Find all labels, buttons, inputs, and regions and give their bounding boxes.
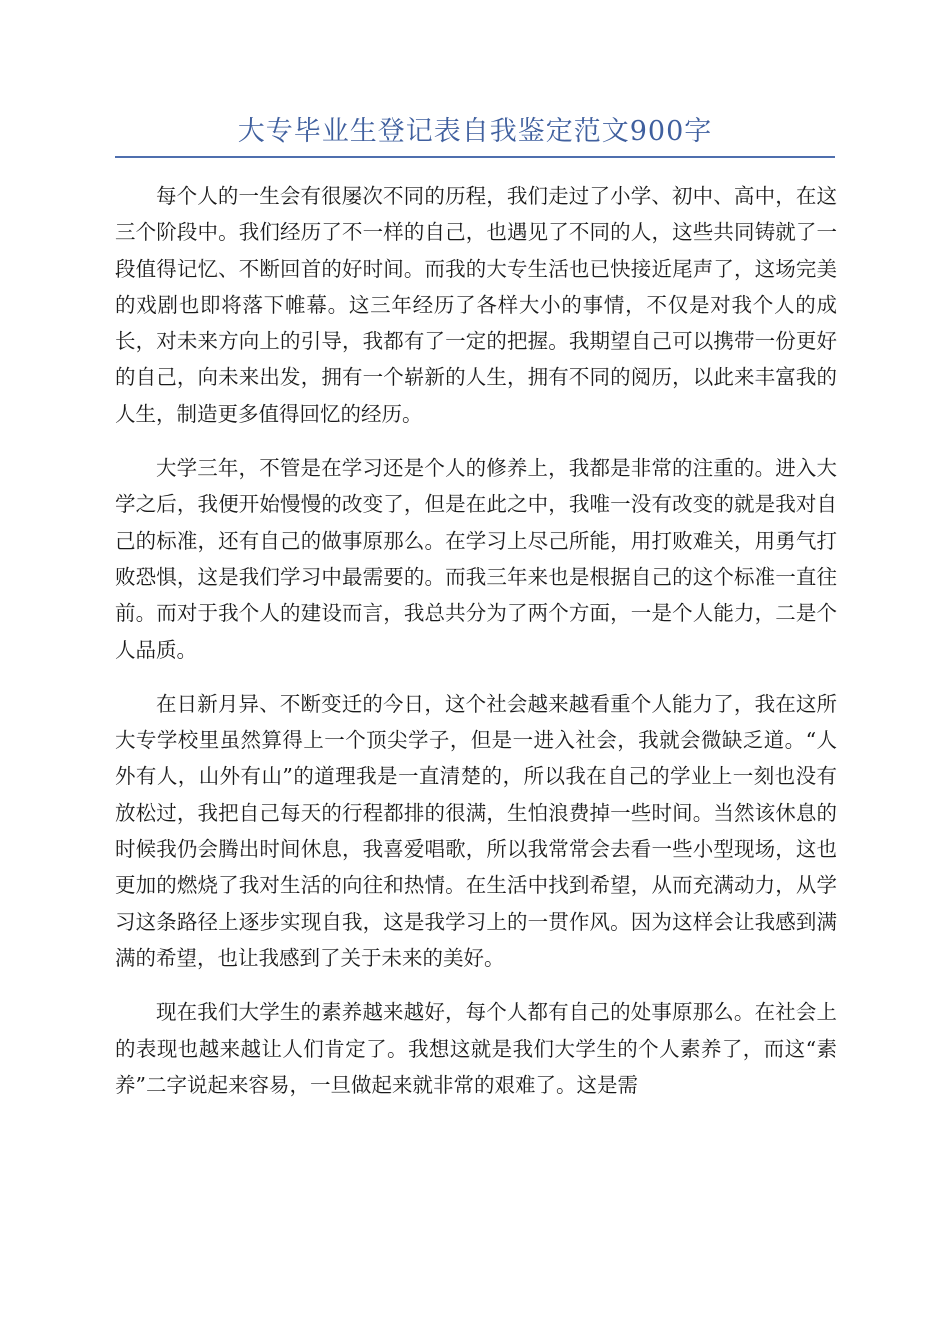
paragraph-2: 大学三年，不管是在学习还是个人的修养上，我都是非常的注重的。进入大学之后，我便开始慢慢的改变了，但是在此之中，我唯一没有改变的就是我对自己的标准，还有自己的做事原那么。在学习上尽己所能，用打败难关，用勇气打败恐惧，这是我们学习中最需要的。而我三年来也是根据自己的这个标准一直往前。而对于我个人的建设而言，我总共分为了两个方面，一是个人能力，二是个人品质。 bbox=[115, 456, 837, 662]
page-title: 大专毕业生登记表自我鉴定范文900字 bbox=[237, 116, 713, 147]
paragraph-1: 每个人的一生会有很屡次不同的历程，我们走过了小学、初中、高中，在这三个阶段中。我们经历了不一样的自己，也遇见了不同的人，这些共同铸就了一段值得记忆、不断回首的好时间。而我的大专生活也已快接近尾声了，这场完美的戏剧也即将落下帷幕。这三年经历了各样大小的事情，不仅是对我个人的成长，对未来方向上的引导，我都有了一定的把握。我期望自己可以携带一份更好的自己，向未来出发，拥有一个崭新的人生，拥有不同的阅历，以此来丰富我的人生，制造更多值得回忆的经历。 bbox=[115, 184, 837, 426]
paragraph-4: 现在我们大学生的素养越来越好，每个人都有自己的处事原那么。在社会上的表现也越来越让人们肯定了。我想这就是我们大学生的个人素养了，而这“素养”二字说起来容易，一旦做起来就非常的艰难了。这是需 bbox=[115, 1000, 837, 1097]
title-block bbox=[115, 112, 835, 158]
paragraph-3: 在日新月异、不断变迁的今日，这个社会越来越看重个人能力了，我在这所大专学校里虽然算得上一个顶尖学子，但是一进入社会，我就会微缺乏道。“人外有人，山外有山”的道理我是一直清楚的，所以我在自己的学业上一刻也没有放松过，我把自己每天的行程都排的很满，生怕浪费掉一些时间。当然该休息的时候我仍会腾出时间休息，我喜爱唱歌，所以我常常会去看一些小型现场，这也更加的燃烧了我对生活的向往和热情。在生活中找到希望，从而充满动力，从学习这条路径上逐步实现自我，这是我学习上的一贯作风。因为这样会让我感到满满的希望，也让我感到了关于未来的美好。 bbox=[115, 691, 837, 970]
document-body bbox=[115, 178, 837, 1121]
